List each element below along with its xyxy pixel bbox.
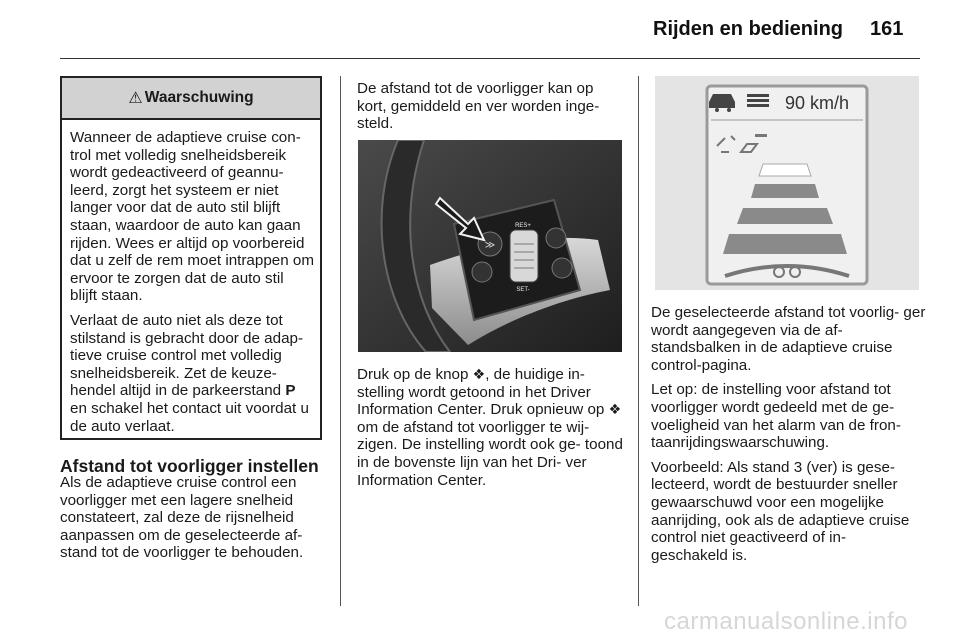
instruction-part-3: om de afstand tot voorligger te wij- zigen. De instelling wordt ook ge- toond in de bovenste lijn van het Dri- ver Information Center.: [357, 418, 623, 489]
distance-bars-icon: [747, 94, 769, 107]
res-label: RES+: [515, 223, 531, 229]
distance-setting-icon: ❖: [608, 401, 622, 418]
cancel-button: [552, 258, 572, 278]
instruction-part-1: Druk op de knop: [357, 366, 473, 383]
distance-intro-text: De afstand tot de voorligger kan op kort, gemiddeld en ver worden inge- steld.: [357, 80, 600, 133]
warning-header: [62, 78, 320, 120]
header-rule: [60, 58, 920, 59]
distance-bar-4: [723, 234, 847, 254]
warning-title: Waarschuwing: [144, 89, 254, 106]
distance-bar-3: [737, 208, 833, 224]
watermark-text: carmanualsonline.info: [664, 608, 908, 635]
set-label: SET-: [516, 287, 530, 293]
right-paragraph-1: De geselecteerde afstand tot voorlig- ger wordt aangegeven via de af- standsbalken in de adaptieve cruise control-pagina.: [651, 304, 926, 374]
right-paragraph-2: Let op: de instelling voor afstand tot voorligger wordt gedeeld met de ge- voeligheid van het alarm van de fron- taanrijdingswaarschuwing.: [651, 381, 901, 452]
driver-info-display-figure: [655, 76, 919, 290]
gap-dash: [755, 134, 767, 137]
warning-paragraph-2-text: Verlaat de auto niet als deze tot stilstand is gebracht door de adap- tieve cruise control met volledig snelheidsbereik. Zet de keuze- hendel altijd in de parkeerstand: [70, 311, 304, 400]
warning-paragraph-1: Wanneer de adaptieve cruise con- trol met volledig snelheidsbereik wordt gedeactiveerd of geannu- leerd, zorgt het systeem er niet langer voor dat de auto stil blijft staan, waardoor de auto kan gaan rijden. Wees er altijd op voorbereid dat u zelf de rem moet intrappen om ervoor te zorgen dat de auto stil blijft staan.: [70, 129, 314, 305]
page-number: 161: [870, 18, 904, 40]
instruction-part-2: , de huidige in- stelling wordt getoond in het Driver Information Center. Druk opnieuw op: [357, 366, 609, 419]
warning-paragraph-2-end: en schakel het contact uit voordat u de auto verlaat.: [70, 399, 309, 435]
right-column-text: [651, 304, 926, 571]
warning-triangle-icon: ⚠: [128, 90, 143, 107]
distance-setting-icon: ❖: [472, 366, 486, 382]
park-position-label: P: [285, 382, 296, 400]
section-title: Afstand tot voorligger instellen: [60, 456, 319, 476]
distance-instruction-text: [357, 366, 631, 489]
right-paragraph-3: Voorbeeld: Als stand 3 (ver) is gese- lecteerd, wordt de bestuurder sneller gewaarschuwd voor een mogelijke aanrijding, ook als de adaptieve cruise control niet geactiveerd of in- geschakeld is.: [651, 458, 910, 564]
distance-bar-1: [759, 164, 811, 176]
distance-bar-2: [751, 184, 819, 198]
warning-body: [62, 120, 320, 435]
speed-display: 90 km/h: [785, 93, 850, 113]
warning-paragraph-2: [70, 312, 314, 435]
alert-button: [546, 228, 566, 248]
distance-button-glyph: ≫: [484, 240, 496, 251]
watermark: [0, 608, 960, 636]
column-divider-left: [340, 76, 341, 606]
steering-wheel-figure: [358, 140, 622, 352]
section-text: Als de adaptieve cruise control een voorligger met een lagere snelheid constateert, zal deze de rijsnelheid aanpassen om de geselecteerde af- stand tot de voorligger te behouden.: [60, 474, 304, 562]
res-set-rocker: [510, 230, 538, 282]
warning-box: [60, 76, 322, 440]
page-header-title: Rijden en bediening: [653, 18, 844, 40]
cruise-button: [472, 262, 492, 282]
column-divider-right: [638, 76, 639, 606]
